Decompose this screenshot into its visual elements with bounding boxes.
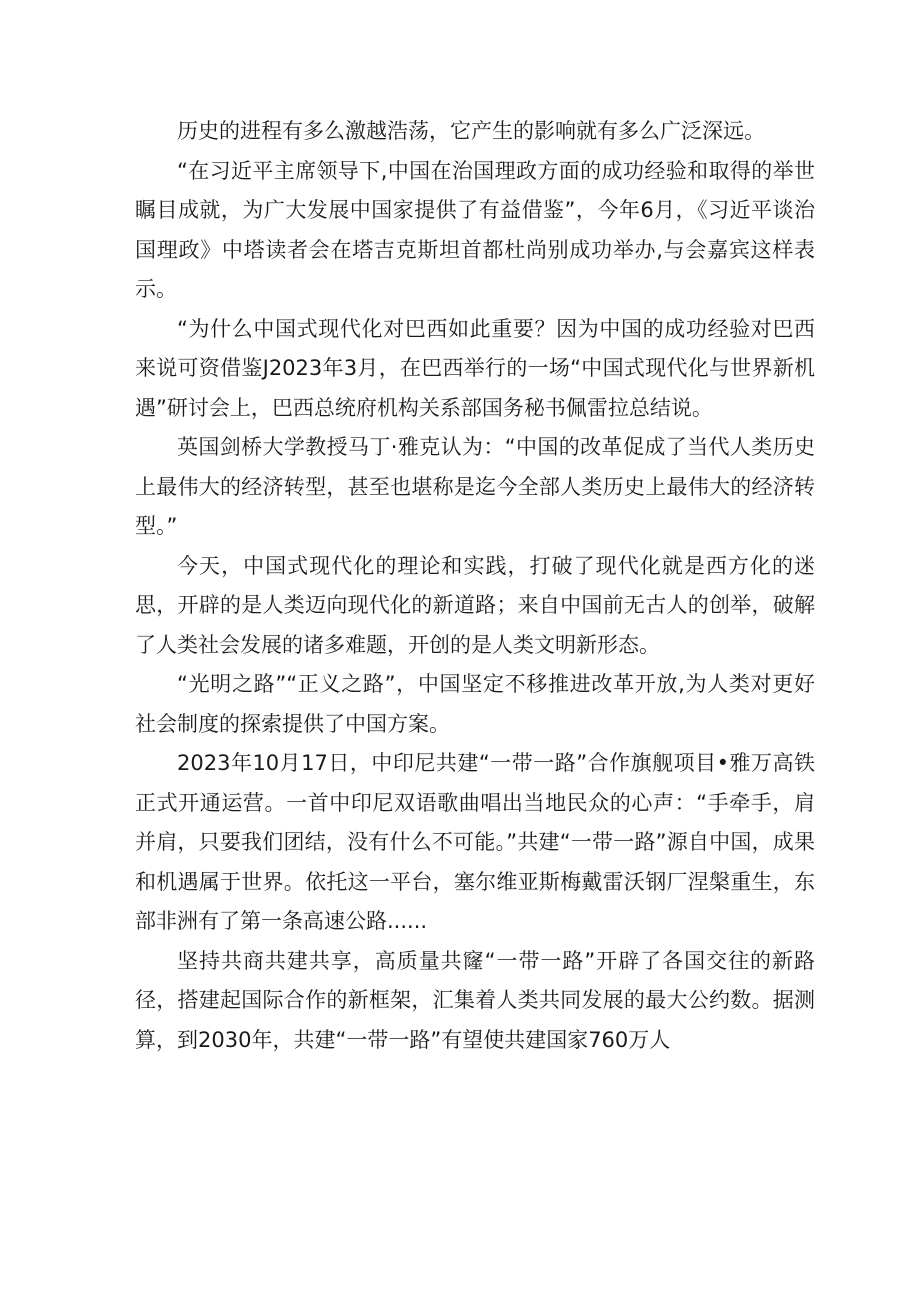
paragraph-belt-and-road: 坚持共商共建共享，高质量共窿“一带一路”开辟了各国交往的新路径，搭建起国际合作的新框架，汇集着人类共同发展的最大公约数。据测算，到2030年，共建“一带一路”有望使共建国家760万人 (135, 948, 815, 1052)
document-body (135, 112, 815, 1060)
paragraph-brazil-seminar: “为什么中国式现代化对巴西如此重要？因为中国的成功经验对巴西来说可资借鉴J2023年3月，在巴西举行的一场“中国式现代化与世界新机遇”研讨会上，巴西总统府机构关系部国务秘书佩雷拉总结说。 (135, 316, 815, 420)
paragraph-historical-process: 历史的进程有多么激越浩荡，它产生的影响就有多么广泛深远。 (177, 119, 765, 143)
paragraph-modernization-path: 今天，中国式现代化的理论和实践，打破了现代化就是西方化的迷思，开辟的是人类迈向现代化的新道路；来自中国前无古人的创举，破解了人类社会发展的诸多难题，开创的是人类文明新形态。 (135, 553, 815, 657)
paragraph-martin-jacques: 英国剑桥大学教授马丁·雅克认为：“中国的改革促成了当代人类历史上最伟大的经济转型，甚至也堪称是迄今全部人类历史上最伟大的经济转型。” (135, 435, 815, 538)
paragraph-tajikistan-readers: “在习近平主席领导下,中国在治国理政方面的成功经验和取得的举世瞩目成就，为广大发展中国家提供了有益借鉴”，今年6月，《习近平谈治国理政》中塔读者会在塔吉克斯坦首都杜尚别成功举办,与会嘉宾这样表示。 (135, 158, 815, 301)
paragraph-bright-road: “光明之路”“正义之路”，中国坚定不移推进改革开放,为人类对更好社会制度的探索提供了中国方案。 (135, 672, 815, 736)
paragraph-jakarta-bandung-railway: 2023年10月17日，中印尼共建“一带一路”合作旗舰项目•雅万高铁正式开通运营。一首中印尼双语歌曲唱出当地民众的心声：“手牵手，肩并肩，只要我们团结，没有什么不可能。”共建“一带一路”源自中国，成果和机遇属于世界。依托这一平台，塞尔维亚斯梅戴雷沃钢厂涅槃重生，东部非洲有了第一条高速公路...... (135, 751, 815, 933)
